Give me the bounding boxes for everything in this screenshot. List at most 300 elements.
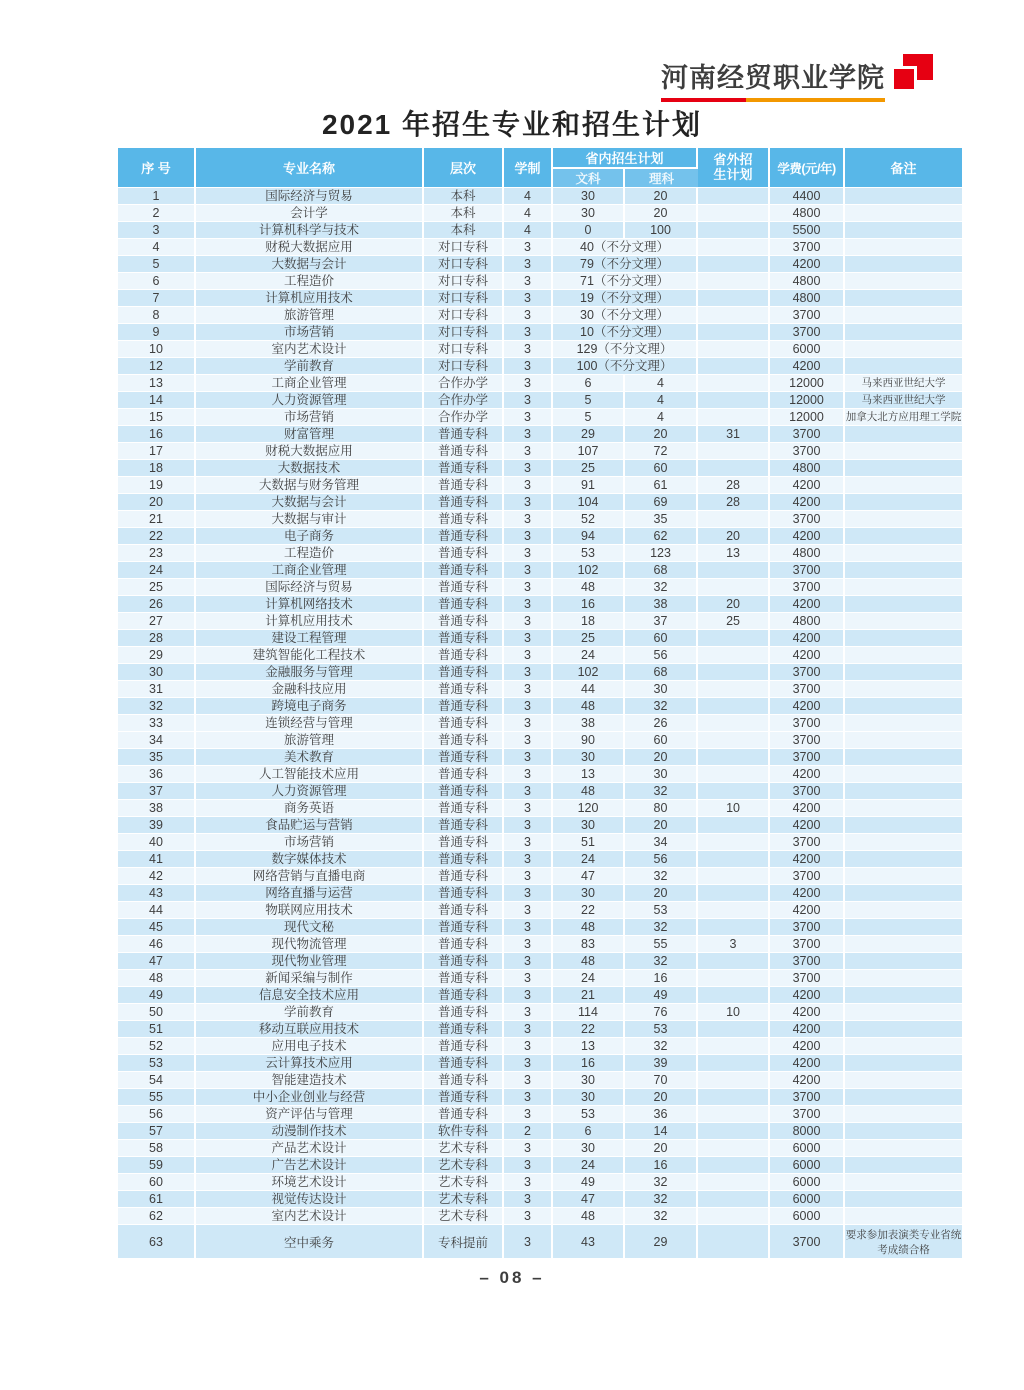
- cell-no: 26: [118, 595, 196, 612]
- cell-no: 53: [118, 1054, 196, 1071]
- table-row: [118, 680, 962, 697]
- cell-major: 财富管理: [196, 425, 424, 442]
- cell-note: [845, 272, 962, 289]
- table-row: [118, 765, 962, 782]
- cell-li: 20: [625, 1139, 698, 1156]
- cell-fee: 4800: [770, 544, 845, 561]
- cell-wen: 13: [553, 1037, 625, 1054]
- cell-out: [698, 1156, 770, 1173]
- cell-no: 58: [118, 1139, 196, 1156]
- cell-wen: 48: [553, 1207, 625, 1224]
- cell-major: 动漫制作技术: [196, 1122, 424, 1139]
- cell-fee: 3700: [770, 1088, 845, 1105]
- cell-no: 46: [118, 935, 196, 952]
- cell-major: 食品贮运与营销: [196, 816, 424, 833]
- cell-years: 3: [504, 697, 553, 714]
- cell-years: 3: [504, 306, 553, 323]
- cell-years: 3: [504, 1173, 553, 1190]
- cell-out: 3: [698, 935, 770, 952]
- cell-no: 19: [118, 476, 196, 493]
- table-row: [118, 357, 962, 374]
- cell-note: [845, 459, 962, 476]
- cell-out: [698, 680, 770, 697]
- cell-level: 普通专科: [424, 1003, 504, 1020]
- cell-level: 艺术专科: [424, 1190, 504, 1207]
- brand-underline: [661, 98, 885, 102]
- cell-level: 对口专科: [424, 357, 504, 374]
- cell-years: 3: [504, 850, 553, 867]
- cell-major: 网络直播与运营: [196, 884, 424, 901]
- cell-wen: 53: [553, 1105, 625, 1122]
- cell-fee: 4800: [770, 204, 845, 221]
- cell-major: 学前教育: [196, 357, 424, 374]
- table-row: [118, 306, 962, 323]
- cell-years: 3: [504, 374, 553, 391]
- cell-out: [698, 1207, 770, 1224]
- col-header-li: 理科: [625, 169, 698, 187]
- cell-fee: 3700: [770, 867, 845, 884]
- cell-li: 32: [625, 1173, 698, 1190]
- school-header: [0, 56, 1024, 102]
- cell-years: 3: [504, 663, 553, 680]
- cell-fee: 12000: [770, 408, 845, 425]
- cell-out: [698, 459, 770, 476]
- cell-wen: 24: [553, 850, 625, 867]
- cell-li: 30: [625, 765, 698, 782]
- cell-level: 对口专科: [424, 289, 504, 306]
- cell-years: 3: [504, 816, 553, 833]
- cell-years: 3: [504, 1020, 553, 1037]
- cell-wen: 24: [553, 646, 625, 663]
- cell-both: 71（不分文理）: [553, 272, 698, 289]
- cell-major: 工程造价: [196, 544, 424, 561]
- cell-out: [698, 663, 770, 680]
- cell-no: 34: [118, 731, 196, 748]
- cell-major: 室内艺术设计: [196, 340, 424, 357]
- cell-no: 49: [118, 986, 196, 1003]
- cell-wen: 30: [553, 748, 625, 765]
- cell-level: 普通专科: [424, 1071, 504, 1088]
- cell-wen: 38: [553, 714, 625, 731]
- cell-level: 普通专科: [424, 867, 504, 884]
- table-row: [118, 782, 962, 799]
- cell-no: 50: [118, 1003, 196, 1020]
- cell-li: 55: [625, 935, 698, 952]
- cell-level: 艺术专科: [424, 1207, 504, 1224]
- cell-no: 24: [118, 561, 196, 578]
- cell-both: 129（不分文理）: [553, 340, 698, 357]
- cell-major: 国际经济与贸易: [196, 187, 424, 204]
- table-row: [118, 442, 962, 459]
- cell-major: 环境艺术设计: [196, 1173, 424, 1190]
- cell-wen: 16: [553, 1054, 625, 1071]
- cell-wen: 24: [553, 969, 625, 986]
- cell-no: 13: [118, 374, 196, 391]
- cell-wen: 107: [553, 442, 625, 459]
- cell-major: 计算机应用技术: [196, 289, 424, 306]
- cell-both: 79（不分文理）: [553, 255, 698, 272]
- cell-major: 金融科技应用: [196, 680, 424, 697]
- table-row: [118, 714, 962, 731]
- table-row: [118, 697, 962, 714]
- cell-no: 60: [118, 1173, 196, 1190]
- cell-major: 现代物流管理: [196, 935, 424, 952]
- cell-fee: 4200: [770, 1020, 845, 1037]
- cell-level: 普通专科: [424, 969, 504, 986]
- table-row: [118, 289, 962, 306]
- cell-wen: 52: [553, 510, 625, 527]
- cell-years: 3: [504, 1105, 553, 1122]
- cell-years: 3: [504, 1003, 553, 1020]
- cell-out: [698, 1020, 770, 1037]
- table-row: [118, 663, 962, 680]
- cell-note: [845, 1122, 962, 1139]
- cell-wen: 51: [553, 833, 625, 850]
- cell-wen: 6: [553, 374, 625, 391]
- cell-note: [845, 1139, 962, 1156]
- cell-no: 7: [118, 289, 196, 306]
- cell-fee: 3700: [770, 935, 845, 952]
- cell-major: 现代物业管理: [196, 952, 424, 969]
- logo-square-small: [891, 66, 917, 92]
- cell-major: 产品艺术设计: [196, 1139, 424, 1156]
- cell-no: 2: [118, 204, 196, 221]
- cell-major: 计算机应用技术: [196, 612, 424, 629]
- table-row: [118, 595, 962, 612]
- cell-note: [845, 1054, 962, 1071]
- cell-out: 20: [698, 595, 770, 612]
- table-row: [118, 1071, 962, 1088]
- table-row: [118, 1088, 962, 1105]
- cell-years: 3: [504, 289, 553, 306]
- cell-years: 3: [504, 799, 553, 816]
- table-row: [118, 459, 962, 476]
- cell-note: [845, 1207, 962, 1224]
- cell-note: [845, 748, 962, 765]
- cell-li: 4: [625, 408, 698, 425]
- cell-fee: 4200: [770, 629, 845, 646]
- cell-fee: 3700: [770, 442, 845, 459]
- cell-major: 商务英语: [196, 799, 424, 816]
- cell-major: 网络营销与直播电商: [196, 867, 424, 884]
- cell-out: [698, 1139, 770, 1156]
- cell-out: [698, 918, 770, 935]
- cell-out: [698, 255, 770, 272]
- cell-wen: 44: [553, 680, 625, 697]
- cell-years: 3: [504, 561, 553, 578]
- cell-fee: 3700: [770, 1224, 845, 1258]
- cell-no: 10: [118, 340, 196, 357]
- table-row: [118, 901, 962, 918]
- table-row: [118, 1207, 962, 1224]
- cell-note: [845, 340, 962, 357]
- cell-level: 普通专科: [424, 697, 504, 714]
- cell-wen: 48: [553, 782, 625, 799]
- cell-fee: 4800: [770, 272, 845, 289]
- cell-li: 60: [625, 731, 698, 748]
- table-row: [118, 561, 962, 578]
- cell-fee: 3700: [770, 782, 845, 799]
- cell-no: 62: [118, 1207, 196, 1224]
- page-title: 2021 年招生专业和招生计划: [321, 109, 703, 140]
- cell-level: 普通专科: [424, 510, 504, 527]
- cell-no: 15: [118, 408, 196, 425]
- cell-note: [845, 952, 962, 969]
- table-row: [118, 1190, 962, 1207]
- cell-years: 3: [504, 1190, 553, 1207]
- cell-major: 人力资源管理: [196, 391, 424, 408]
- cell-no: 17: [118, 442, 196, 459]
- cell-years: 4: [504, 187, 553, 204]
- cell-level: 普通专科: [424, 629, 504, 646]
- cell-out: [698, 510, 770, 527]
- cell-wen: 49: [553, 1173, 625, 1190]
- cell-li: 32: [625, 1207, 698, 1224]
- cell-no: 30: [118, 663, 196, 680]
- cell-note: 马来西亚世纪大学: [845, 374, 962, 391]
- cell-li: 29: [625, 1224, 698, 1258]
- col-header-wen: 文科: [553, 169, 625, 187]
- cell-li: 32: [625, 782, 698, 799]
- cell-fee: 3700: [770, 680, 845, 697]
- cell-li: 4: [625, 374, 698, 391]
- cell-no: 1: [118, 187, 196, 204]
- cell-years: 3: [504, 255, 553, 272]
- cell-wen: 43: [553, 1224, 625, 1258]
- cell-note: [845, 663, 962, 680]
- cell-out: [698, 1088, 770, 1105]
- cell-major: 市场营销: [196, 833, 424, 850]
- cell-li: 35: [625, 510, 698, 527]
- col-header-no: 序 号: [118, 148, 196, 187]
- cell-major: 空中乘务: [196, 1224, 424, 1258]
- cell-li: 32: [625, 918, 698, 935]
- cell-fee: 4200: [770, 765, 845, 782]
- cell-note: [845, 187, 962, 204]
- cell-wen: 48: [553, 952, 625, 969]
- cell-fee: 6000: [770, 1190, 845, 1207]
- cell-major: 市场营销: [196, 408, 424, 425]
- cell-level: 普通专科: [424, 646, 504, 663]
- cell-li: 20: [625, 884, 698, 901]
- table-row: [118, 935, 962, 952]
- cell-no: 22: [118, 527, 196, 544]
- cell-out: [698, 952, 770, 969]
- cell-li: 76: [625, 1003, 698, 1020]
- cell-wen: 0: [553, 221, 625, 238]
- cell-note: [845, 697, 962, 714]
- cell-no: 61: [118, 1190, 196, 1207]
- cell-note: [845, 238, 962, 255]
- cell-major: 视觉传达设计: [196, 1190, 424, 1207]
- cell-note: [845, 357, 962, 374]
- cell-no: 6: [118, 272, 196, 289]
- cell-level: 普通专科: [424, 527, 504, 544]
- col-header-out-province: [698, 148, 770, 187]
- table-row: [118, 221, 962, 238]
- cell-out: [698, 408, 770, 425]
- cell-years: 3: [504, 884, 553, 901]
- cell-li: 32: [625, 1190, 698, 1207]
- cell-wen: 25: [553, 629, 625, 646]
- cell-major: 电子商务: [196, 527, 424, 544]
- cell-note: [845, 544, 962, 561]
- cell-no: 25: [118, 578, 196, 595]
- cell-level: 普通专科: [424, 425, 504, 442]
- cell-no: 57: [118, 1122, 196, 1139]
- cell-years: 3: [504, 425, 553, 442]
- cell-major: 智能建造技术: [196, 1071, 424, 1088]
- cell-years: 3: [504, 595, 553, 612]
- cell-out: [698, 289, 770, 306]
- cell-no: 44: [118, 901, 196, 918]
- table-row: [118, 527, 962, 544]
- cell-note: [845, 204, 962, 221]
- cell-no: 4: [118, 238, 196, 255]
- cell-out: [698, 340, 770, 357]
- cell-out: [698, 204, 770, 221]
- cell-major: 物联网应用技术: [196, 901, 424, 918]
- cell-level: 普通专科: [424, 612, 504, 629]
- cell-fee: 12000: [770, 374, 845, 391]
- table-row: [118, 272, 962, 289]
- cell-level: 普通专科: [424, 765, 504, 782]
- cell-out: 10: [698, 799, 770, 816]
- cell-level: 软件专科: [424, 1122, 504, 1139]
- cell-no: 23: [118, 544, 196, 561]
- cell-out: [698, 1122, 770, 1139]
- cell-fee: 4200: [770, 255, 845, 272]
- cell-major: 移动互联应用技术: [196, 1020, 424, 1037]
- cell-note: [845, 629, 962, 646]
- table-row: [118, 629, 962, 646]
- table-row: [118, 867, 962, 884]
- cell-major: 建设工程管理: [196, 629, 424, 646]
- cell-years: 3: [504, 765, 553, 782]
- cell-level: 对口专科: [424, 306, 504, 323]
- table-row: [118, 850, 962, 867]
- cell-note: [845, 799, 962, 816]
- cell-level: 普通专科: [424, 459, 504, 476]
- cell-out: [698, 391, 770, 408]
- cell-wen: 24: [553, 1156, 625, 1173]
- cell-note: [845, 680, 962, 697]
- cell-major: 工程造价: [196, 272, 424, 289]
- cell-out: [698, 748, 770, 765]
- table-body: [118, 187, 962, 1258]
- school-logo-icon: [891, 54, 935, 96]
- cell-level: 普通专科: [424, 1105, 504, 1122]
- cell-wen: 25: [553, 459, 625, 476]
- table-row: [118, 323, 962, 340]
- cell-no: 12: [118, 357, 196, 374]
- cell-major: 连锁经营与管理: [196, 714, 424, 731]
- cell-note: 加拿大北方应用理工学院: [845, 408, 962, 425]
- cell-years: 3: [504, 408, 553, 425]
- cell-fee: 3700: [770, 306, 845, 323]
- cell-fee: 4400: [770, 187, 845, 204]
- cell-fee: 4200: [770, 901, 845, 918]
- cell-note: [845, 425, 962, 442]
- cell-no: 20: [118, 493, 196, 510]
- cell-wen: 6: [553, 1122, 625, 1139]
- cell-fee: 4800: [770, 289, 845, 306]
- table-row: [118, 833, 962, 850]
- cell-major: 财税大数据应用: [196, 238, 424, 255]
- cell-major: 云计算技术应用: [196, 1054, 424, 1071]
- cell-both: 19（不分文理）: [553, 289, 698, 306]
- cell-no: 3: [118, 221, 196, 238]
- cell-out: [698, 816, 770, 833]
- cell-fee: 4200: [770, 1037, 845, 1054]
- cell-both: 40（不分文理）: [553, 238, 698, 255]
- cell-no: 48: [118, 969, 196, 986]
- cell-years: 3: [504, 476, 553, 493]
- table-row: [118, 1224, 962, 1258]
- cell-level: 本科: [424, 221, 504, 238]
- cell-out: [698, 323, 770, 340]
- cell-li: 72: [625, 442, 698, 459]
- table-row: [118, 986, 962, 1003]
- table-row: [118, 1122, 962, 1139]
- cell-years: 3: [504, 493, 553, 510]
- cell-fee: 4200: [770, 595, 845, 612]
- cell-note: [845, 527, 962, 544]
- cell-major: 新闻采编与制作: [196, 969, 424, 986]
- cell-out: [698, 850, 770, 867]
- cell-years: 3: [504, 527, 553, 544]
- cell-level: 本科: [424, 187, 504, 204]
- cell-years: 3: [504, 272, 553, 289]
- cell-major: 数字媒体技术: [196, 850, 424, 867]
- table-row: [118, 1003, 962, 1020]
- cell-years: 3: [504, 748, 553, 765]
- cell-out: [698, 374, 770, 391]
- cell-years: 3: [504, 629, 553, 646]
- cell-major: 人力资源管理: [196, 782, 424, 799]
- cell-note: [845, 731, 962, 748]
- cell-fee: 3700: [770, 714, 845, 731]
- cell-no: 32: [118, 697, 196, 714]
- cell-out: 20: [698, 527, 770, 544]
- cell-note: [845, 816, 962, 833]
- cell-out: [698, 1173, 770, 1190]
- cell-fee: 8000: [770, 1122, 845, 1139]
- table-row: [118, 612, 962, 629]
- cell-out: [698, 986, 770, 1003]
- cell-level: 专科提前: [424, 1224, 504, 1258]
- col-header-major: 专业名称: [196, 148, 424, 187]
- cell-note: 要求参加表演类专业省统考成绩合格: [845, 1224, 962, 1258]
- cell-no: 35: [118, 748, 196, 765]
- cell-fee: 6000: [770, 1173, 845, 1190]
- cell-li: 123: [625, 544, 698, 561]
- cell-years: 3: [504, 442, 553, 459]
- cell-wen: 30: [553, 884, 625, 901]
- cell-level: 对口专科: [424, 255, 504, 272]
- cell-li: 36: [625, 1105, 698, 1122]
- cell-li: 68: [625, 561, 698, 578]
- table-row: [118, 1139, 962, 1156]
- table-row: [118, 1173, 962, 1190]
- cell-no: 43: [118, 884, 196, 901]
- school-name: 河南经贸职业学院: [661, 63, 885, 93]
- table-row: [118, 425, 962, 442]
- cell-fee: 6000: [770, 340, 845, 357]
- cell-wen: 18: [553, 612, 625, 629]
- cell-years: 3: [504, 646, 553, 663]
- cell-major: 工商企业管理: [196, 374, 424, 391]
